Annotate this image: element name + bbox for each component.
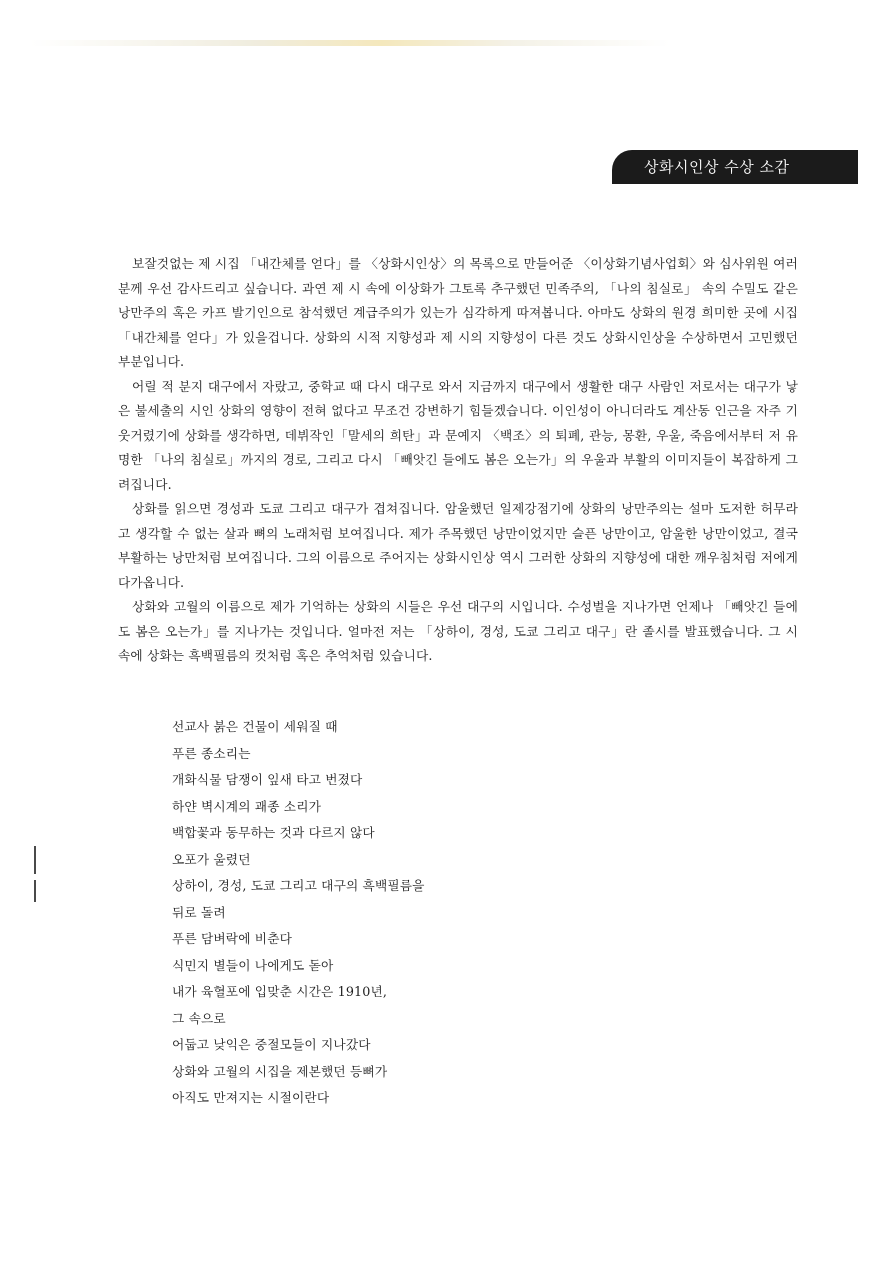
poem-line: 하얀 벽시계의 괘종 소리가	[172, 798, 322, 814]
poem-line: 상하이, 경성, 도쿄 그리고 대구의 흑백필름을	[172, 878, 425, 893]
poem-line: 백합꽃과 동무하는 것과 다르지 않다	[172, 825, 375, 840]
quoted-poem	[172, 714, 692, 1112]
poem-line: 내가 육혈포에 입맞춘 시간은 1910년,	[172, 984, 388, 999]
poem-line: 오포가 울렸던	[172, 851, 251, 867]
poem-line: 개화식물 담쟁이 잎새 타고 번졌다	[172, 772, 363, 787]
poem-line: 식민지 별들이 나에게도 돋아	[172, 957, 334, 973]
paragraph: 상화를 읽으면 경성과 도쿄 그리고 대구가 겹쳐집니다. 암울했던 일제강점기에 상화의 낭만주의는 설마 도저한 허무라고 생각할 수 없는 살과 뼈의 노래처럼 보여집니다. 제가 주목했던 낭만이었지만 슬픈 낭만이고, 암울한 낭만이었고, 결국 부활하는 낭만처럼 보여집니다. 그의 이름으로 주어지는 상화시인상 역시 그러한 상화의 지향성에 대한 깨우침처럼 저에게 다가옵니다.	[118, 501, 798, 590]
scan-margin-mark	[34, 880, 36, 902]
poem-line: 어둡고 낮익은 중절모들이 지나갔다	[172, 1037, 371, 1052]
poem-line: 상화와 고월의 시집을 제본했던 등뼈가	[172, 1063, 388, 1079]
section-header-label: 상화시인상 수상 소감	[644, 158, 790, 176]
scan-smudge	[30, 40, 670, 46]
section-header-tab	[612, 150, 858, 184]
paragraph: 보잘것없는 제 시집 「내간체를 얻다」를 〈상화시인상〉의 목록으로 만들어준 〈이상화기념사업회〉와 심사위원 여러분께 우선 감사드리고 싶습니다. 과연 제 시 속에 이상화가 그토록 추구했던 민족주의, 「나의 침실로」 속의 수밀도 같은 낭만주의 혹은 카프 발기인으로 참석했던 계급주의가 있는가 심각하게 따져봅니다. 아마도 상화의 원경 희미한 곳에 시집 「내간체를 얻다」가 있을겁니다. 상화의 시적 지향성과 제 시의 지향성이 다른 것도 상화시인상을 수상하면서 고민했던 부분입니다.	[118, 256, 798, 369]
poem-line: 뒤로 돌려	[172, 904, 226, 920]
essay-body	[118, 252, 798, 669]
poem-line: 아직도 만져지는 시절이란다	[172, 1090, 330, 1105]
poem-line: 그 속으로	[172, 1010, 226, 1026]
scan-margin-mark	[34, 846, 36, 874]
paragraph: 상화와 고월의 이름으로 제가 기억하는 상화의 시들은 우선 대구의 시입니다. 수성벌을 지나가면 언제나 「빼앗긴 들에도 봄은 오는가」를 지나가는 것입니다. 얼마전 저는 「상하이, 경성, 도쿄 그리고 대구」란 졸시를 발표했습니다. 그 시 속에 상화는 흑백필름의 컷처럼 혹은 추억처럼 있습니다.	[118, 599, 798, 663]
poem-line: 푸른 담벼락에 비춘다	[172, 931, 293, 946]
paragraph: 어릴 적 분지 대구에서 자랐고, 중학교 때 다시 대구로 와서 지금까지 대구에서 생활한 대구 사람인 저로서는 대구가 낳은 불세출의 시인 상화의 영향이 전혀 없다고 무조건 강변하기 힘들겠습니다. 이인성이 아니더라도 계산동 인근을 자주 기웃거렸기에 상화를 생각하면, 데뷔작인「말세의 희탄」과 문예지 〈백조〉의 퇴폐, 관능, 몽환, 우울, 죽음에서부터 저 유명한 「나의 침실로」까지의 경로, 그리고 다시 「빼앗긴 들에도 봄은 오는가」의 우울과 부활의 이미지들이 복잡하게 그려집니다.	[118, 378, 798, 492]
poem-line: 선교사 붉은 건물이 세워질 때	[172, 719, 338, 734]
poem-line: 푸른 종소리는	[172, 745, 251, 761]
